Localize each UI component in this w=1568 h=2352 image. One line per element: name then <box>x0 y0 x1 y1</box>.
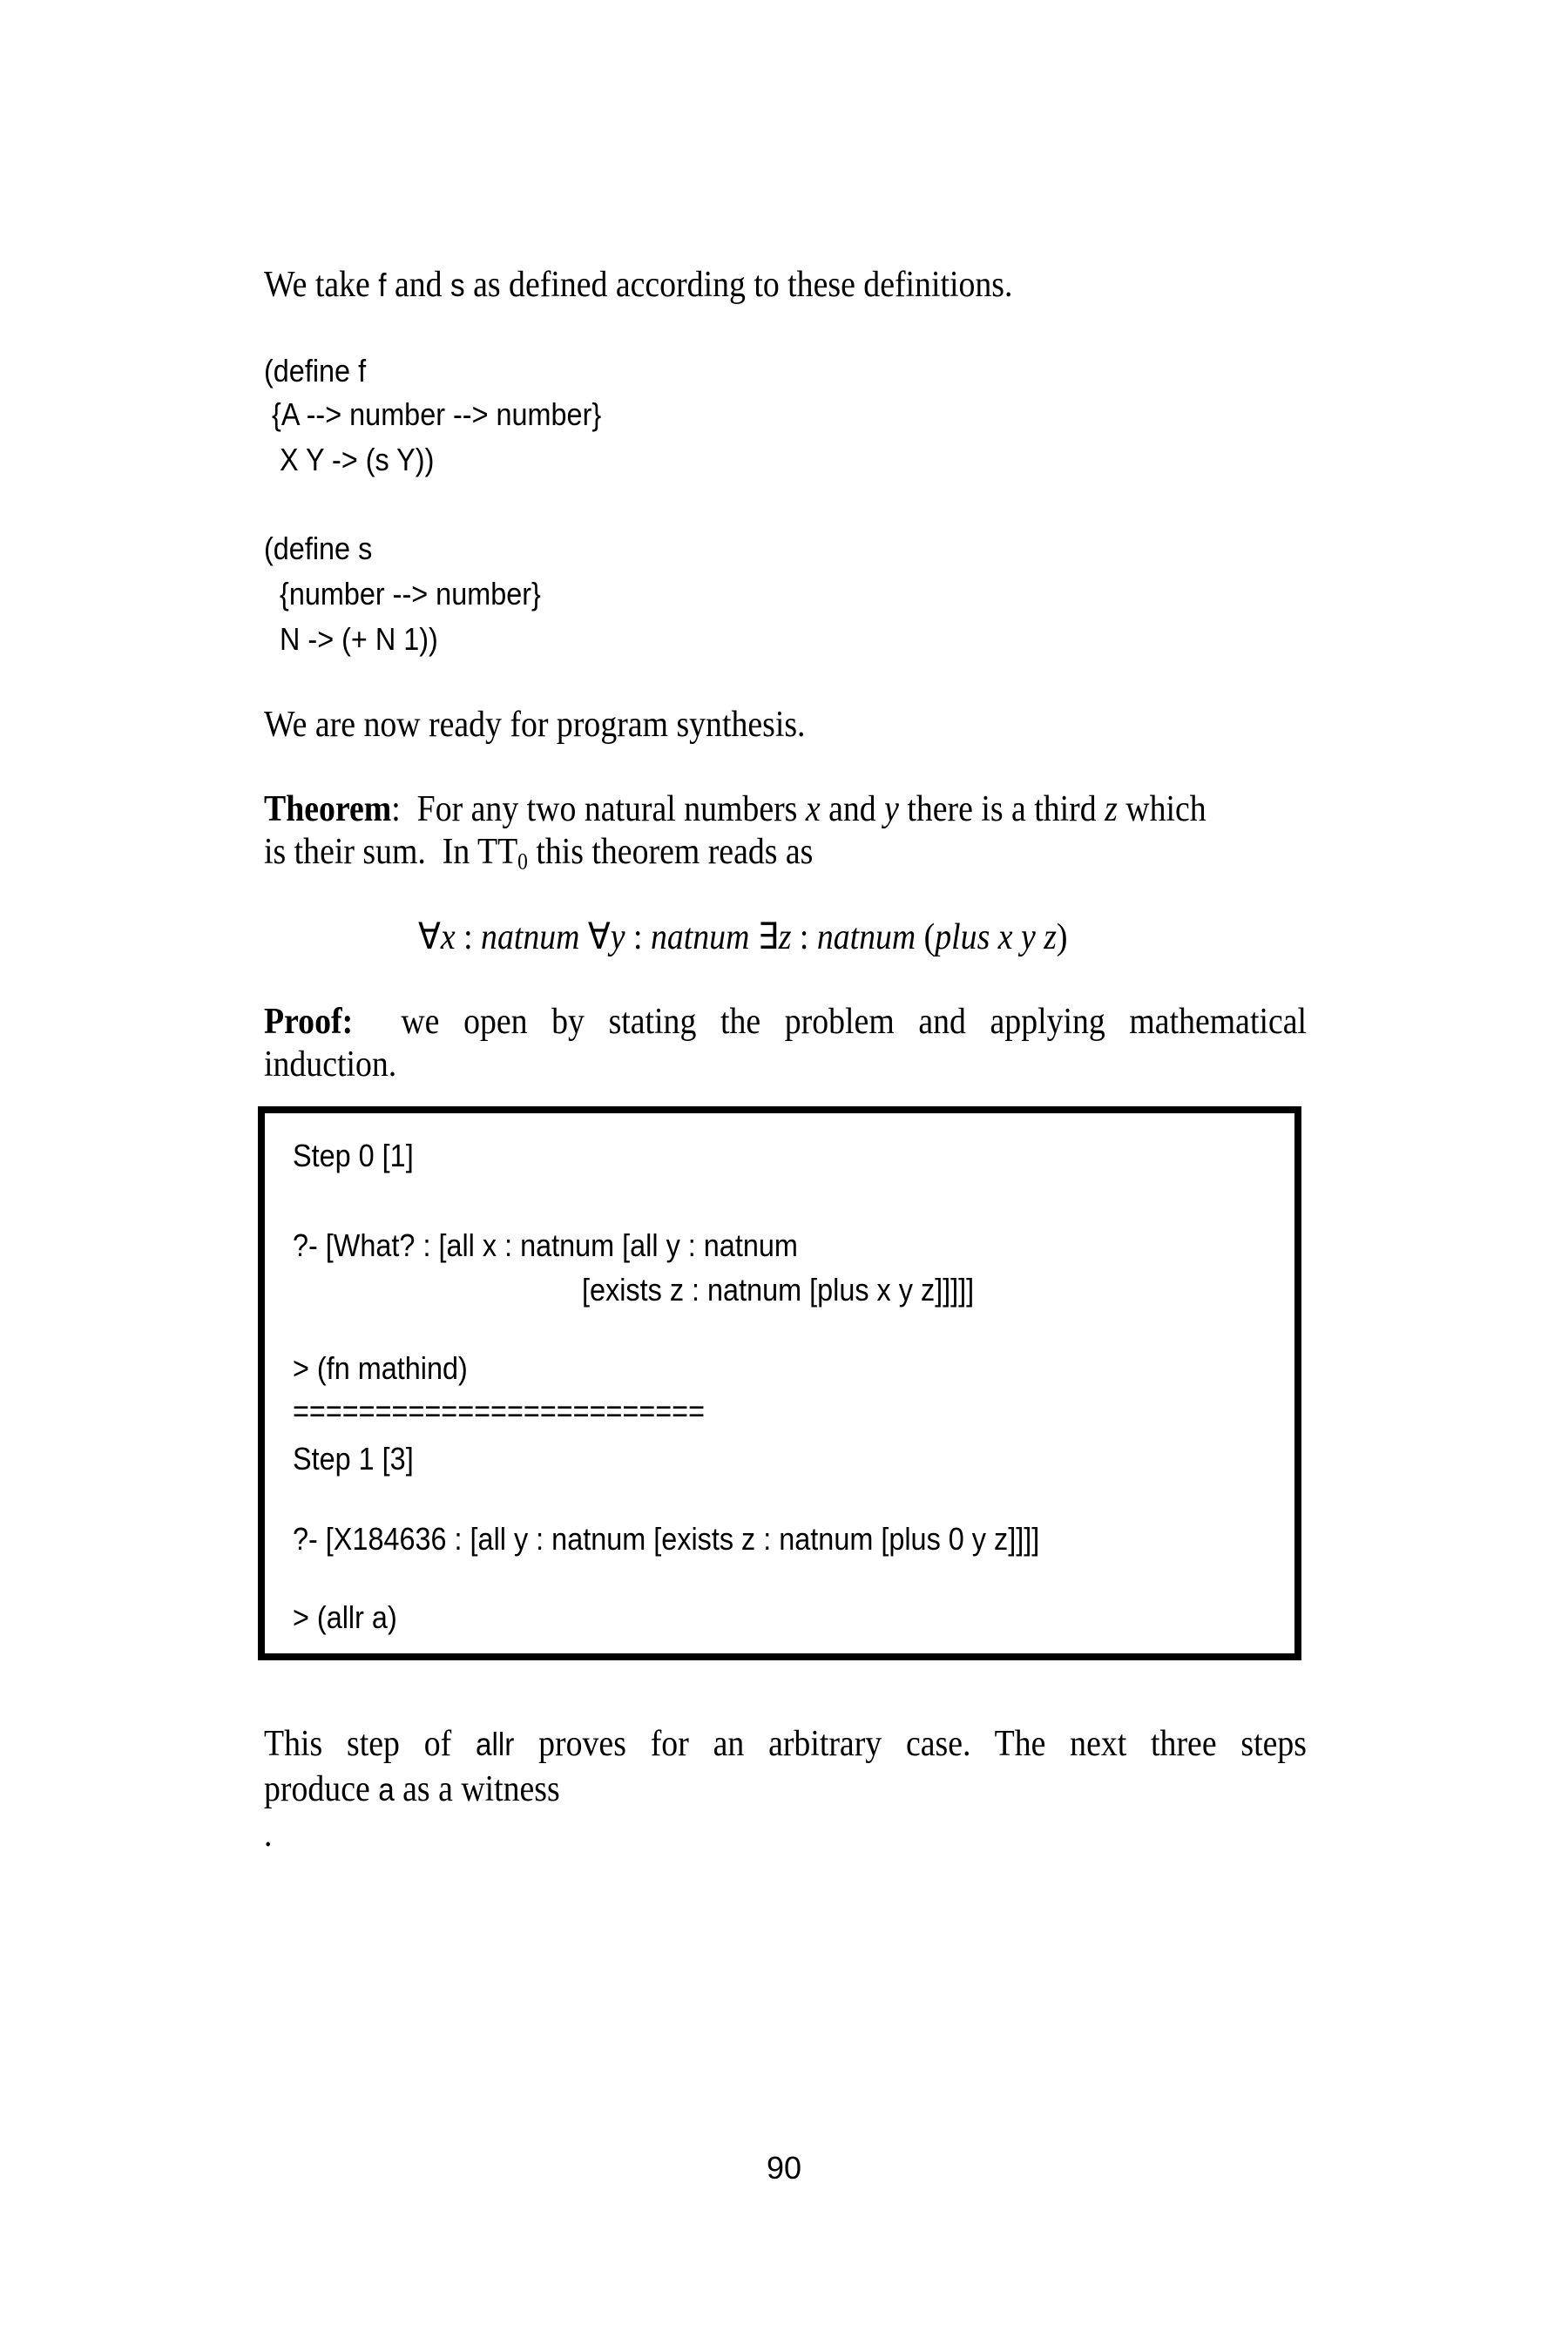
step-1-command: > (allr a) <box>293 1599 397 1635</box>
code-define-s-line-1: (define s <box>264 531 373 566</box>
theorem-text: which <box>1117 789 1206 829</box>
theorem-formula <box>418 919 1068 956</box>
formula-paren: ( <box>916 917 936 957</box>
proof-text: we open by stating the problem and applying mathematical <box>401 1002 1308 1042</box>
proof-line-2: induction. <box>264 1044 397 1085</box>
theorem-line-1 <box>264 791 1206 828</box>
variable-x: x <box>805 789 821 829</box>
step-separator: ========================= <box>293 1393 706 1429</box>
code-define-f-line-2: {A --> number --> number} <box>264 396 602 432</box>
code-define-s-line-2: {number --> number} <box>264 576 541 612</box>
intro-paragraph <box>264 267 1012 303</box>
formula-var: z <box>778 917 792 957</box>
closing-line-1 <box>264 1726 1307 1762</box>
step-1-goal: ?- [X184636 : [all y : natnum [exists z : natnum [plus 0 y z]]]] <box>293 1521 1040 1557</box>
theorem-text: this theorem reads as <box>527 832 814 872</box>
theorem-line-2 <box>264 832 814 875</box>
step-0-goal-line-2: [exists z : natnum [plus x y z]]]]] <box>582 1272 975 1308</box>
formula-var: y <box>610 917 625 957</box>
formula-predicate: plus x y z <box>935 917 1057 957</box>
formula-type: natnum <box>650 917 750 957</box>
proof-label: Proof: <box>264 1002 354 1042</box>
theorem-text: is their sum. In TT <box>264 832 518 872</box>
stray-period: . <box>264 1815 273 1855</box>
variable-y: y <box>884 789 899 829</box>
inline-code-a: a <box>378 1772 395 1808</box>
forall-symbol: ∀ <box>418 917 441 957</box>
page-number: 90 <box>766 2150 802 2186</box>
theorem-text: and <box>820 789 885 829</box>
code-define-f-line-1: (define f <box>264 353 367 389</box>
variable-z: z <box>1105 789 1118 829</box>
step-0-goal-line-1: ?- [What? : [all x : natnum [all y : natnum <box>293 1227 798 1263</box>
theorem-label: Theorem <box>264 789 392 829</box>
inline-code-allr: allr <box>475 1727 515 1762</box>
intro-text: as defined according to these definitions. <box>464 265 1013 305</box>
closing-text: produce <box>264 1769 379 1809</box>
theorem-text: there is a third <box>898 789 1105 829</box>
theorem-text: For any two natural numbers <box>416 789 806 829</box>
exists-symbol: ∃ <box>749 917 779 957</box>
formula-colon: : <box>455 917 482 957</box>
inline-code-f: f <box>378 267 387 303</box>
subscript-zero: 0 <box>517 848 528 875</box>
inline-code-s: s <box>450 267 465 303</box>
closing-text: as a witness <box>394 1769 560 1809</box>
forall-symbol: ∀ <box>579 917 611 957</box>
closing-text: proves for an arbitrary case. The next three steps <box>514 1724 1307 1764</box>
step-1-header: Step 1 [3] <box>293 1441 414 1477</box>
formula-type: natnum <box>816 917 916 957</box>
formula-var: x <box>440 917 456 957</box>
intro-text: We take <box>264 265 379 305</box>
step-0-header: Step 0 [1] <box>293 1138 414 1173</box>
formula-type: natnum <box>481 917 580 957</box>
formula-paren: ) <box>1056 917 1068 957</box>
proof-line-1 <box>264 1004 1307 1040</box>
theorem-colon: : <box>391 789 401 829</box>
intro-text: and <box>386 265 451 305</box>
formula-colon: : <box>791 917 817 957</box>
formula-colon: : <box>625 917 651 957</box>
closing-line-2 <box>264 1771 560 1808</box>
ready-paragraph: We are now ready for program synthesis. <box>264 705 806 745</box>
code-define-f-line-3: X Y -> (s Y)) <box>264 442 435 477</box>
closing-text: This step of <box>264 1724 476 1764</box>
step-0-command: > (fn mathind) <box>293 1350 468 1386</box>
code-define-s-line-3: N -> (+ N 1)) <box>264 621 438 657</box>
